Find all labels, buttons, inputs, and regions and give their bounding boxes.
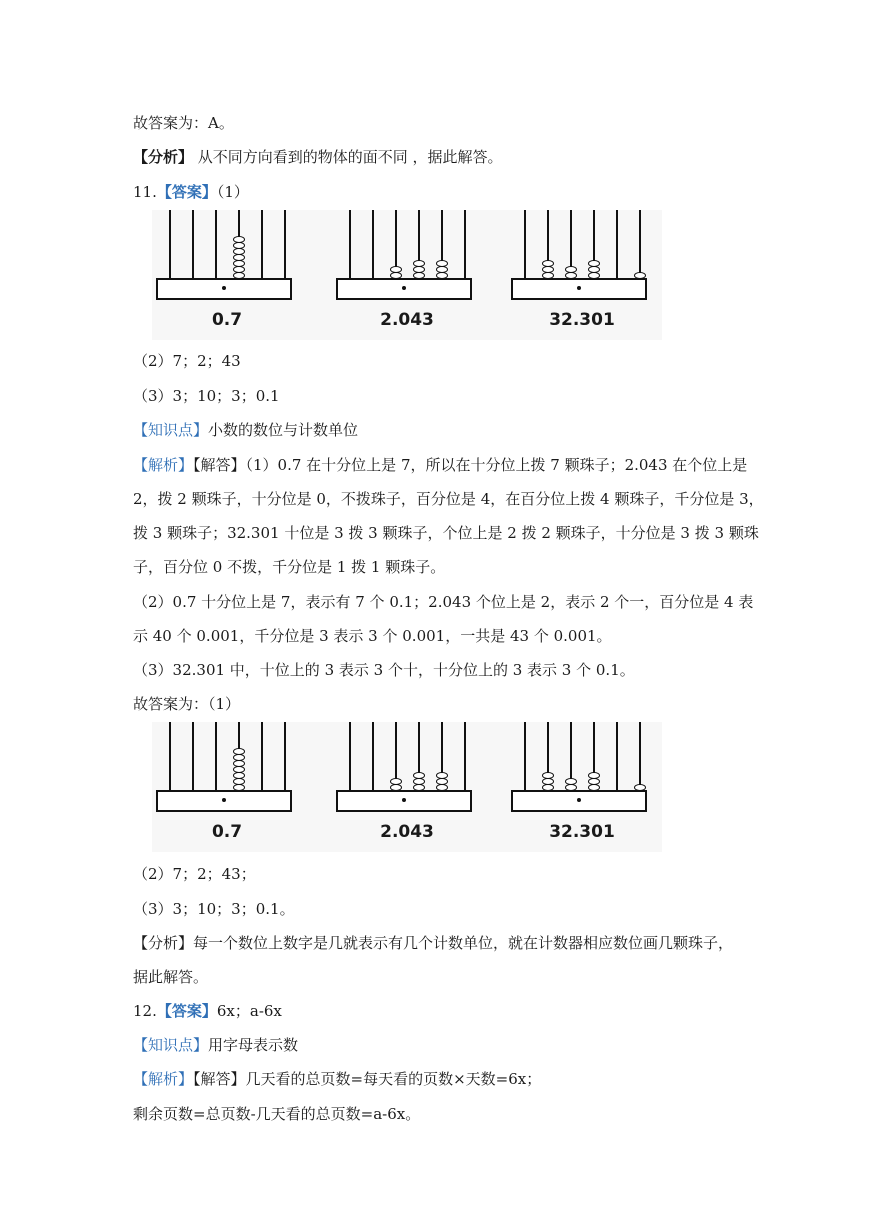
abacus-rod [524,722,526,792]
answer-part-3: （3）3；10；3；0.1 [133,387,280,405]
abacus-bead [233,760,245,767]
abacus-figure-1 [152,210,662,340]
abacus-bead [413,260,425,267]
analysis-text: 从不同方向看到的物体的面不同 ，据此解答。 [193,148,503,166]
abacus-rod [639,722,641,792]
abacus-bead [233,766,245,773]
abacus-bead [233,754,245,761]
knowledge-line-2 [133,1035,298,1055]
solution-line-5: （2）0.7 十分位上是 7，表示有 7 个 0.1；2.043 个位上是 2，表示 2 个一，百分位是 4 表 [133,593,754,611]
abacus-bead [390,266,402,273]
final-answer-part-3: （3）3；10；3；0.1。 [133,900,295,918]
abacus-bead [233,772,245,779]
final-answer-part-2: （2）7；2；43； [133,865,256,883]
abacus-value-label: 32.301 [549,822,615,842]
solution-line-7: （3）32.301 中，十位上的 3 表示 3 个十，十分位上的 3 表示 3 个 0.1。 [133,661,635,679]
abacus-bead [565,778,577,785]
abacus-frame [511,278,647,300]
abacus-dot [222,798,226,802]
abacus-rod [192,722,194,792]
abacus-rod [261,210,263,280]
answer-text: 6x；a-6x [216,1002,282,1020]
abacus-bead [588,772,600,779]
knowledge-tag: 【知识点】 [133,1036,209,1054]
abacus-bead [588,778,600,785]
abacus-32-301 [507,210,657,340]
abacus-rod [215,210,217,280]
abacus-bead [233,236,245,243]
abacus-rod [464,722,466,792]
solution-line-q12-2: 剩余页数=总页数-几天看的总页数=a-6x。 [133,1105,421,1123]
knowledge-text: 用字母表示数 [208,1036,299,1054]
abacus-bead [413,266,425,273]
abacus-bead [233,266,245,273]
abacus-bead [233,254,245,261]
abacus-rod [464,210,466,280]
abacus-rod [349,210,351,280]
abacus-value-label: 2.043 [380,310,434,330]
abacus-bead [390,778,402,785]
abacus-rod [349,722,351,792]
abacus-bead [233,260,245,267]
analysis-tag: 【分析】 [133,148,194,166]
question-number: 11. [133,183,157,201]
abacus-frame [156,790,292,812]
solution-line-3: 拨 3 颗珠子；32.301 十位是 3 拨 3 颗珠子，个位上是 2 拨 2 颗珠子，十分位是 3 拨 3 颗珠 [133,524,759,542]
abacus-rod [169,210,171,280]
analysis-line-2: 【分析】每一个数位上数字是几就表示有几个计数单位，就在计数器相应数位画几颗珠子， [133,934,734,952]
abacus-bead [413,772,425,779]
analysis-line-3: 据此解答。 [133,968,209,986]
q11-answer-header [133,182,249,202]
analysis-line [133,147,503,167]
abacus-value-label: 2.043 [380,822,434,842]
abacus-bead [233,242,245,249]
abacus-bead [565,266,577,273]
abacus-dot [222,286,226,290]
solution-line-4: 子，百分位 0 不拨，千分位是 1 拨 1 颗珠子。 [133,558,446,576]
abacus-rod [284,722,286,792]
abacus-bead [436,778,448,785]
answer-line: 故答案为：A。 [133,114,234,132]
abacus-0-7 [152,210,302,340]
solution-line-q12-1 [133,1069,541,1089]
abacus-rod [639,210,641,280]
abacus-rod [372,210,374,280]
question-number: 12. [133,1002,157,1020]
abacus-bead [436,266,448,273]
abacus-32-301 [507,722,657,852]
abacus-rod [372,722,374,792]
abacus-bead [542,772,554,779]
abacus-frame [336,278,472,300]
abacus-bead [542,260,554,267]
answer-tag: 【答案】 [156,1002,217,1020]
abacus-value-label: 0.7 [211,822,243,842]
solution-line-1 [133,455,747,475]
abacus-bead [233,248,245,255]
abacus-dot [577,286,581,290]
abacus-2-043 [332,722,482,852]
answer-part-2: （2）7；2；43 [133,352,241,370]
abacus-rod [524,210,526,280]
abacus-value-label: 0.7 [211,310,243,330]
abacus-dot [577,798,581,802]
abacus-rod [215,722,217,792]
abacus-value-label: 32.301 [549,310,615,330]
solution-tag: 【解析】 [133,1070,194,1088]
abacus-dot [402,286,406,290]
abacus-bead [436,260,448,267]
solution-text: 【解答】（1）0.7 在十分位上是 7，所以在十分位上拨 7 颗珠子；2.043 在个位上是 [193,456,748,474]
answer-text: （1） [216,183,249,201]
final-answer-line: 故答案为：（1） [133,695,241,713]
abacus-bead [542,266,554,273]
answer-tag: 【答案】 [156,183,217,201]
solution-line-2: 2，拨 2 颗珠子，十分位是 0，不拨珠子，百分位是 4，在百分位上拨 4 颗珠子，千分位是 3， [133,490,764,508]
abacus-frame [156,278,292,300]
abacus-frame [511,790,647,812]
solution-line-6: 示 40 个 0.001，千分位是 3 表示 3 个 0.001，一共是 43 个 0.001。 [133,627,612,645]
knowledge-text: 小数的数位与计数单位 [208,421,359,439]
abacus-bead [542,778,554,785]
abacus-bead [413,778,425,785]
abacus-bead [588,260,600,267]
abacus-bead [436,772,448,779]
abacus-bead [233,778,245,785]
abacus-rod [616,722,618,792]
abacus-rod [169,722,171,792]
abacus-rod [192,210,194,280]
abacus-bead [588,266,600,273]
abacus-bead [233,748,245,755]
solution-text: 【解答】几天看的总页数=每天看的页数×天数=6x； [193,1070,542,1088]
abacus-rod [284,210,286,280]
abacus-dot [402,798,406,802]
knowledge-tag: 【知识点】 [133,421,209,439]
abacus-rod [261,722,263,792]
solution-tag: 【解析】 [133,456,194,474]
abacus-2-043 [332,210,482,340]
abacus-0-7 [152,722,302,852]
abacus-frame [336,790,472,812]
abacus-figure-2 [152,722,662,852]
knowledge-line [133,420,358,440]
abacus-rod [616,210,618,280]
q12-answer-header [133,1001,282,1021]
